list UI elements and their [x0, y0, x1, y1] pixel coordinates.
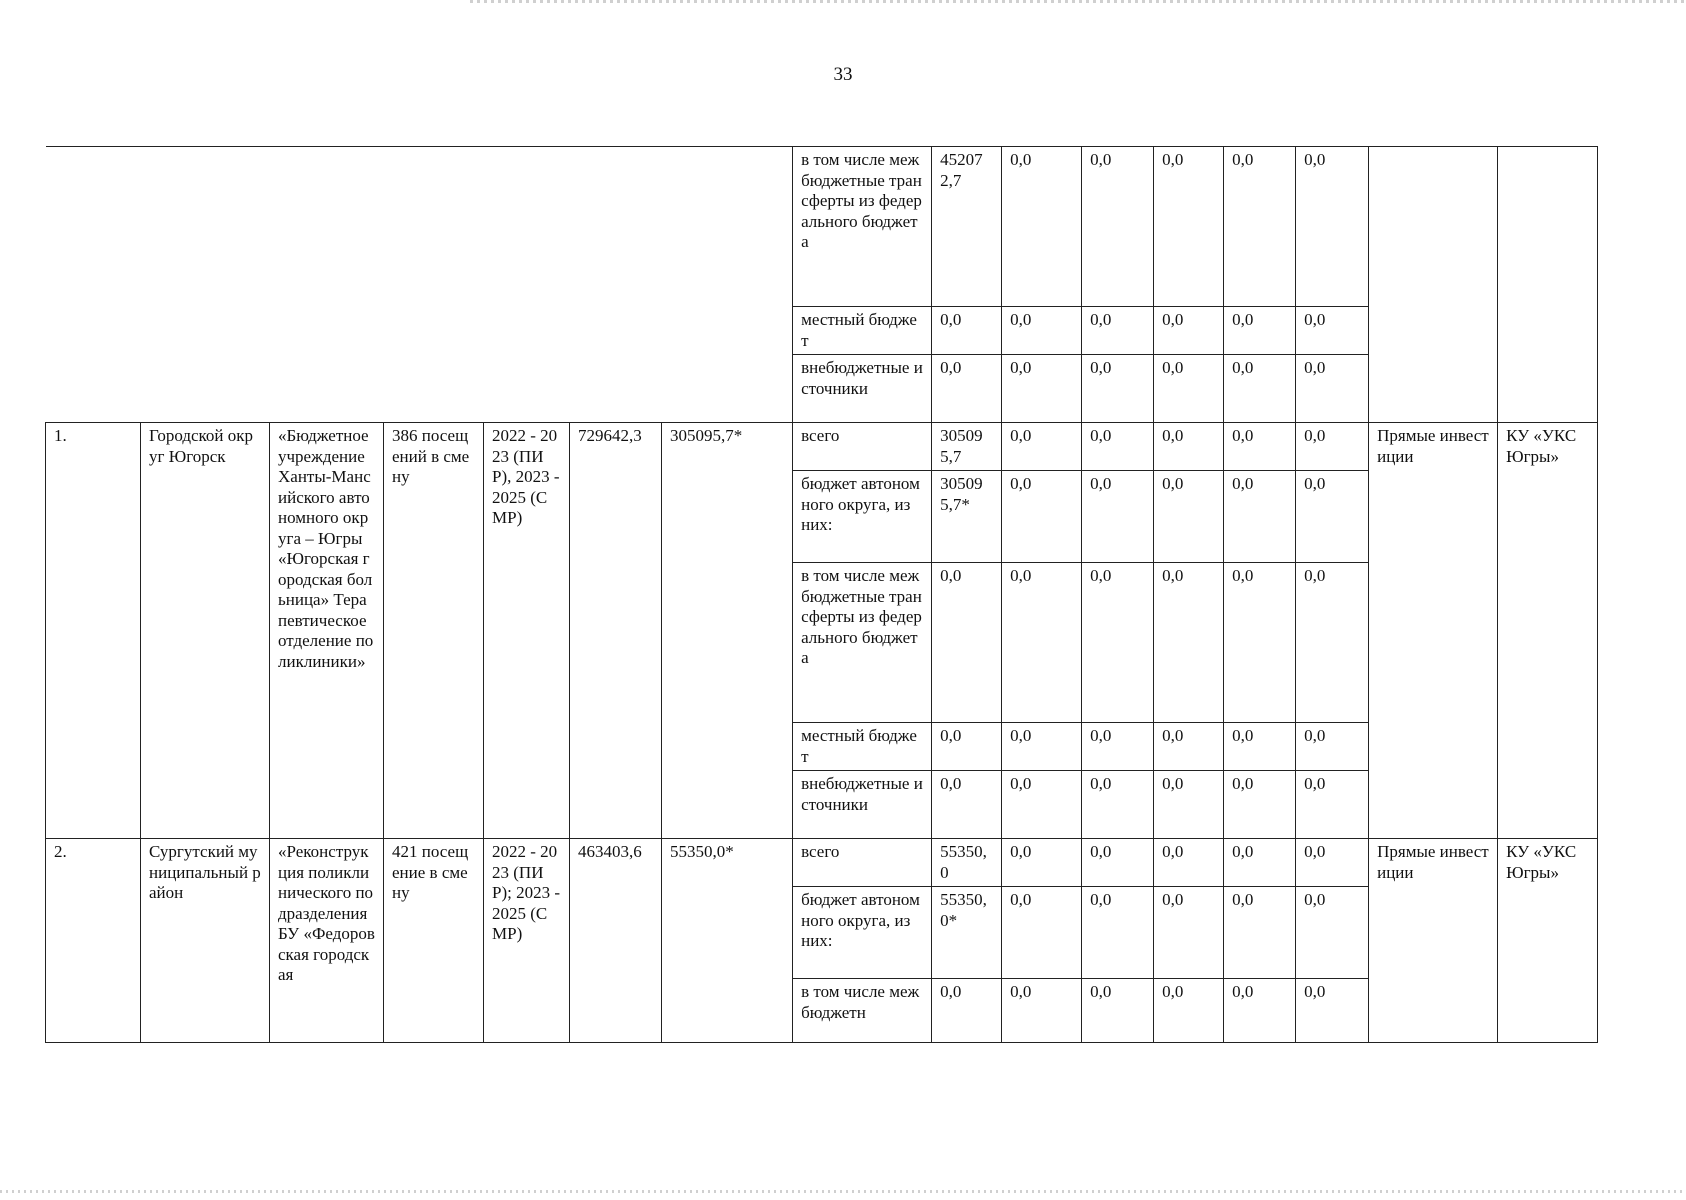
table-row: [46, 839, 1598, 887]
value-cell: 0,0: [1154, 979, 1224, 1043]
value-cell: 0,0: [1082, 307, 1154, 355]
value-cell: 0,0: [1224, 723, 1296, 771]
remaining-cost-cell: 305095,7*: [662, 423, 793, 839]
object-name-cell: «Бюджетное учреждение Ханты-Мансийского автономного округа – Югры «Югорская городская больница» Терапевтическое отделение поликлиники»: [270, 423, 384, 839]
value-cell: 0,0: [1296, 423, 1369, 471]
value-cell: 55350,0*: [932, 887, 1002, 979]
municipality-cell: Сургутский муниципальный район: [141, 839, 270, 1043]
source-cell: местный бюджет: [793, 723, 932, 771]
value-cell: 0,0: [1296, 563, 1369, 723]
customer-cell: [1498, 147, 1598, 423]
value-cell: 0,0: [1082, 771, 1154, 839]
source-cell: всего: [793, 839, 932, 887]
blank-cell: [46, 147, 793, 423]
estimated-cost-cell: 463403,6: [570, 839, 662, 1043]
source-cell: всего: [793, 423, 932, 471]
value-cell: 0,0: [1082, 355, 1154, 423]
value-cell: 0,0: [1154, 423, 1224, 471]
value-cell: 0,0: [1002, 307, 1082, 355]
source-cell: местный бюджет: [793, 307, 932, 355]
capacity-cell: 421 посещение в смену: [384, 839, 484, 1043]
value-cell: 0,0: [1082, 887, 1154, 979]
value-cell: 0,0: [1082, 471, 1154, 563]
value-cell: 0,0: [1296, 979, 1369, 1043]
table-row: [46, 423, 1598, 471]
estimated-cost-cell: 729642,3: [570, 423, 662, 839]
value-cell: 0,0: [1154, 355, 1224, 423]
value-cell: 0,0: [1296, 887, 1369, 979]
value-cell: 0,0: [1002, 887, 1082, 979]
value-cell: 0,0: [1002, 147, 1082, 307]
source-cell: внебюджетные источники: [793, 771, 932, 839]
value-cell: 0,0: [1224, 563, 1296, 723]
mechanism-cell: Прямые инвестиции: [1369, 423, 1498, 839]
value-cell: 0,0: [1002, 979, 1082, 1043]
value-cell: 0,0: [1296, 355, 1369, 423]
value-cell: 0,0: [1224, 771, 1296, 839]
value-cell: 0,0: [1296, 771, 1369, 839]
row-number: 2.: [46, 839, 141, 1043]
value-cell: 0,0: [1224, 979, 1296, 1043]
value-cell: 0,0: [1154, 307, 1224, 355]
value-cell: 0,0: [932, 723, 1002, 771]
value-cell: 0,0: [932, 307, 1002, 355]
value-cell: 0,0: [1154, 147, 1224, 307]
value-cell: 0,0: [1082, 723, 1154, 771]
investment-table: [45, 146, 1598, 1043]
value-cell: 0,0: [1224, 423, 1296, 471]
value-cell: 0,0: [1224, 355, 1296, 423]
value-cell: 0,0: [1296, 147, 1369, 307]
value-cell: 0,0: [1002, 563, 1082, 723]
value-cell: 0,0: [1082, 979, 1154, 1043]
value-cell: 305095,7*: [932, 471, 1002, 563]
value-cell: 452072,7: [932, 147, 1002, 307]
value-cell: 0,0: [932, 355, 1002, 423]
remaining-cost-cell: 55350,0*: [662, 839, 793, 1043]
source-cell: внебюджетные источники: [793, 355, 932, 423]
municipality-cell: Городской округ Югорск: [141, 423, 270, 839]
table-row: [46, 147, 1598, 307]
value-cell: 0,0: [1296, 471, 1369, 563]
customer-cell: КУ «УКС Югры»: [1498, 423, 1598, 839]
page-number: 33: [833, 64, 853, 85]
value-cell: 0,0: [1154, 887, 1224, 979]
value-cell: 0,0: [932, 563, 1002, 723]
capacity-cell: 386 посещений в смену: [384, 423, 484, 839]
source-cell: бюджет автономного округа, из них:: [793, 471, 932, 563]
value-cell: 0,0: [1002, 355, 1082, 423]
value-cell: 0,0: [1154, 839, 1224, 887]
period-cell: 2022 - 2023 (ПИР); 2023 - 2025 (СМР): [484, 839, 570, 1043]
scan-edge-top: [470, 0, 1686, 3]
value-cell: 0,0: [932, 979, 1002, 1043]
value-cell: 0,0: [1002, 839, 1082, 887]
value-cell: 0,0: [932, 771, 1002, 839]
value-cell: 0,0: [1224, 839, 1296, 887]
value-cell: 0,0: [1082, 423, 1154, 471]
value-cell: 0,0: [1002, 423, 1082, 471]
value-cell: 0,0: [1154, 771, 1224, 839]
source-cell: в том числе межбюджетные трансферты из федерального бюджета: [793, 147, 932, 307]
customer-cell: КУ «УКС Югры»: [1498, 839, 1598, 1043]
value-cell: 305095,7: [932, 423, 1002, 471]
period-cell: 2022 - 2023 (ПИР), 2023 - 2025 (СМР): [484, 423, 570, 839]
source-cell: в том числе межбюджетные трансферты из федерального бюджета: [793, 563, 932, 723]
value-cell: 0,0: [1154, 563, 1224, 723]
source-cell: в том числе межбюджетн: [793, 979, 932, 1043]
scan-edge-bottom: [0, 1190, 1686, 1193]
value-cell: 0,0: [1002, 771, 1082, 839]
value-cell: 0,0: [1296, 839, 1369, 887]
row-number: 1.: [46, 423, 141, 839]
value-cell: 0,0: [1082, 563, 1154, 723]
value-cell: 55350,0: [932, 839, 1002, 887]
value-cell: 0,0: [1154, 471, 1224, 563]
source-cell: бюджет автономного округа, из них:: [793, 887, 932, 979]
value-cell: 0,0: [1224, 147, 1296, 307]
value-cell: 0,0: [1082, 147, 1154, 307]
mechanism-cell: Прямые инвестиции: [1369, 839, 1498, 1043]
value-cell: 0,0: [1082, 839, 1154, 887]
value-cell: 0,0: [1224, 307, 1296, 355]
value-cell: 0,0: [1224, 887, 1296, 979]
value-cell: 0,0: [1154, 723, 1224, 771]
value-cell: 0,0: [1296, 723, 1369, 771]
mechanism-cell: [1369, 147, 1498, 423]
object-name-cell: «Реконструкция поликлинического подразделения БУ «Федоровская городская: [270, 839, 384, 1043]
value-cell: 0,0: [1002, 471, 1082, 563]
value-cell: 0,0: [1002, 723, 1082, 771]
value-cell: 0,0: [1224, 471, 1296, 563]
value-cell: 0,0: [1296, 307, 1369, 355]
